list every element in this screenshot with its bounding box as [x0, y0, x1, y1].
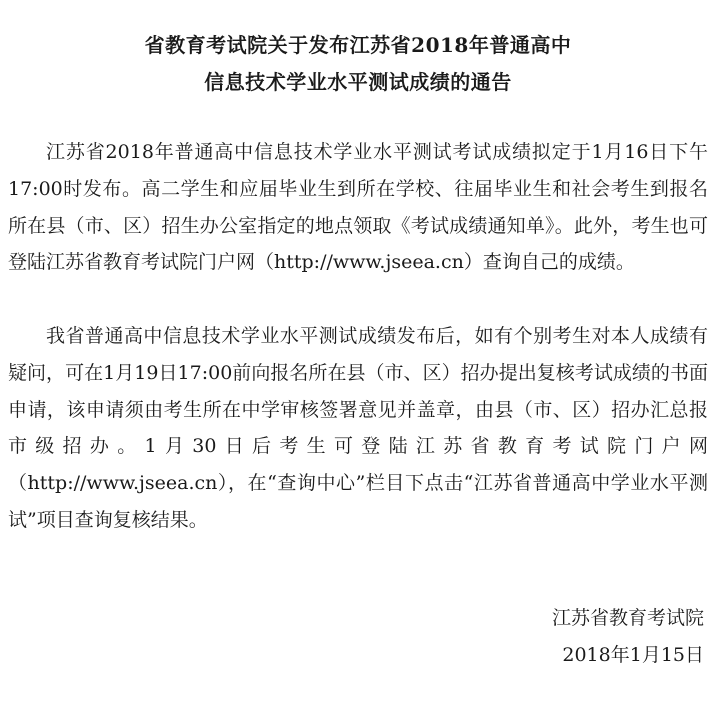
- notice-title-line-2: 信息技术学业水平测试成绩的通告: [204, 70, 512, 94]
- body-paragraph-1: 江苏省2018年普通高中信息技术学业水平测试考试成绩拟定于1月16日下午17:00时发布。高二学生和应届毕业生到所在学校、往届毕业生和社会考生到报名所在县（市、区）招生办公室指定的地点领取《考试成绩通知单》。此外，考生也可登陆江苏省教育考试院门户网（http://www.jseea.cn）查询自己的成绩。: [8, 141, 708, 274]
- signature-organization: 江苏省教育考试院: [551, 607, 704, 629]
- notice-title-line-1: 省教育考试院关于发布江苏省2018年普通高中: [144, 33, 572, 57]
- body-paragraph-2: 我省普通高中信息技术学业水平测试成绩发布后，如有个别考生对本人成绩有疑问，可在1月19日17:00前向报名所在县（市、区）招办提出复核考试成绩的书面申请，该申请须由考生所在中学审核签署意见并盖章，由县（市、区）招办汇总报市级招办。1月30日后考生可登陆江苏省教育考试院门户网（http://www.jseea.cn），在“查询中心”栏目下点击“江苏省普通高中学业水平测试”项目查询复核结果。: [8, 325, 708, 531]
- signature-date: 2018年1月15日: [562, 644, 704, 666]
